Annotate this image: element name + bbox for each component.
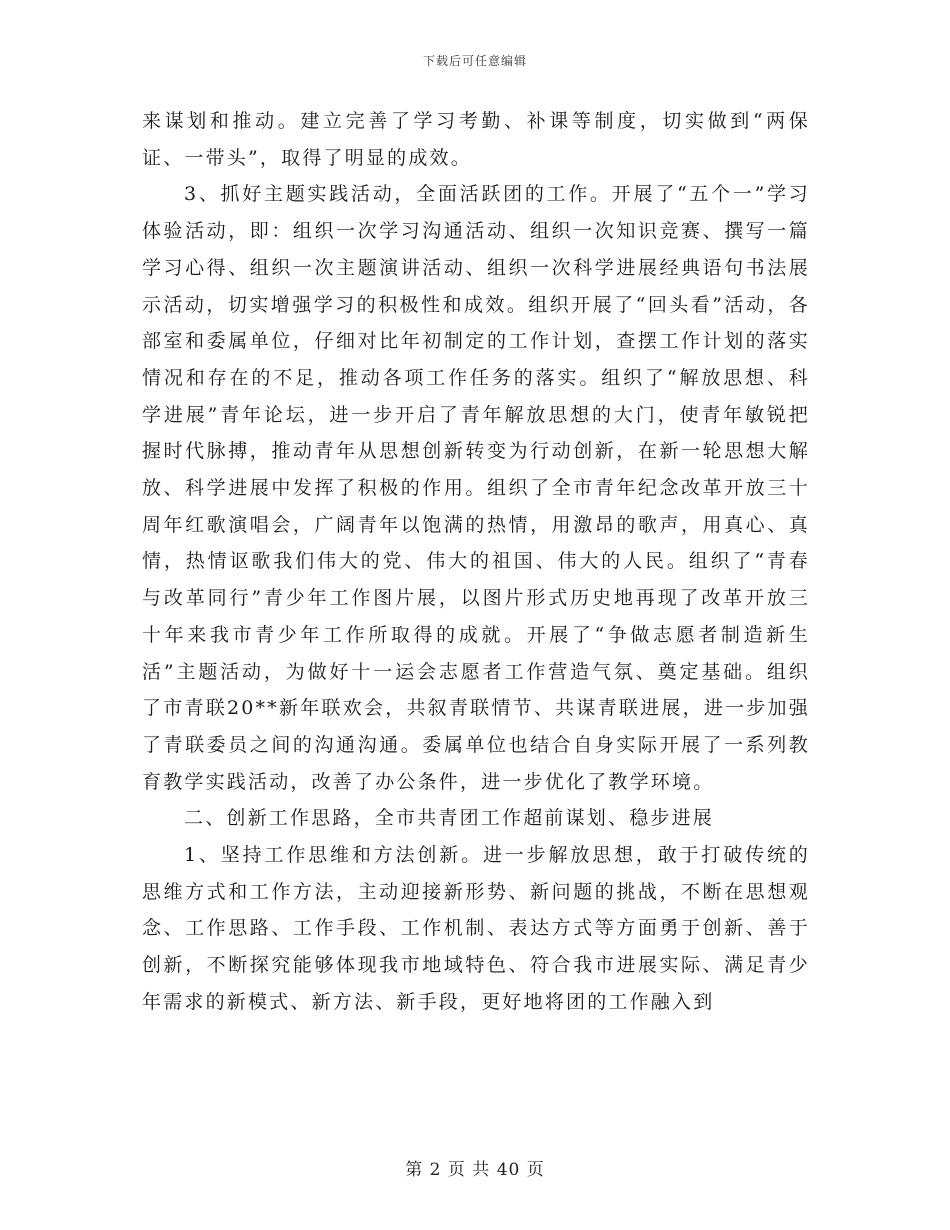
paragraph-section-1: 1、坚持工作思维和方法创新。进一步解放思想，敢于打破传统的思维方式和工作方法，主动迎接新形势、新问题的挑战，不断在思想观念、工作思路、工作手段、工作机制、表达方式等方面勇于创新、善于创新，不断探究能够体现我市地域特色、符合我市进展实际、满足青少年需求的新模式、新方法、新手段，更好地将团的工作融入到 (142, 844, 810, 1013)
page-number: 第 2 页 共 40 页 (405, 1160, 545, 1180)
paragraph-continuation: 来谋划和推动。建立完善了学习考勤、补课等制度，切实做到“两保证、一带头”，取得了明显的成效。 (142, 110, 810, 169)
section-heading-two: 二、创新工作思路，全市共青团工作超前谋划、稳步进展 (184, 807, 715, 830)
page-header-note: 下载后可任意编辑 (422, 54, 527, 68)
paragraph-section-3: 3、抓好主题实践活动，全面活跃团的工作。开展了“五个一”学习体验活动，即：组织一次学习沟通活动、组织一次知识竞赛、撰写一篇学习心得、组织一次主题演讲活动、组织一次科学进展经典语句书法展示活动，切实增强学习的积极性和成效。组织开展了“回头看”活动，各部室和委属单位，仔细对比年初制定的工作计划，查摆工作计划的落实情况和存在的不足，推动各项工作任务的落实。组织了“解放思想、科学进展”青年论坛，进一步开启了青年解放思想的大门，使青年敏锐把握时代脉搏，推动青年从思想创新转变为行动创新，在新一轮思想大解放、科学进展中发挥了积极的作用。组织了全市青年纪念改革开放三十周年红歌演唱会，广阔青年以饱满的热情，用激昂的歌声，用真心、真情，热情讴歌我们伟大的党、伟大的祖国、伟大的人民。组织了“青春与改革同行”青少年工作图片展，以图片形式历史地再现了改革开放三十年来我市青少年工作所取得的成就。开展了“争做志愿者制造新生活”主题活动，为做好十一运会志愿者工作营造气氛、奠定基础。组织了市青联20**新年联欢会，共叙青联情节、共谋青联进展，进一步加强了青联委员之间的沟通沟通。委属单位也结合自身实际开展了一系列教育教学实践活动，改善了办公条件，进一步优化了教学环境。 (142, 183, 810, 793)
document-body (142, 103, 810, 1021)
